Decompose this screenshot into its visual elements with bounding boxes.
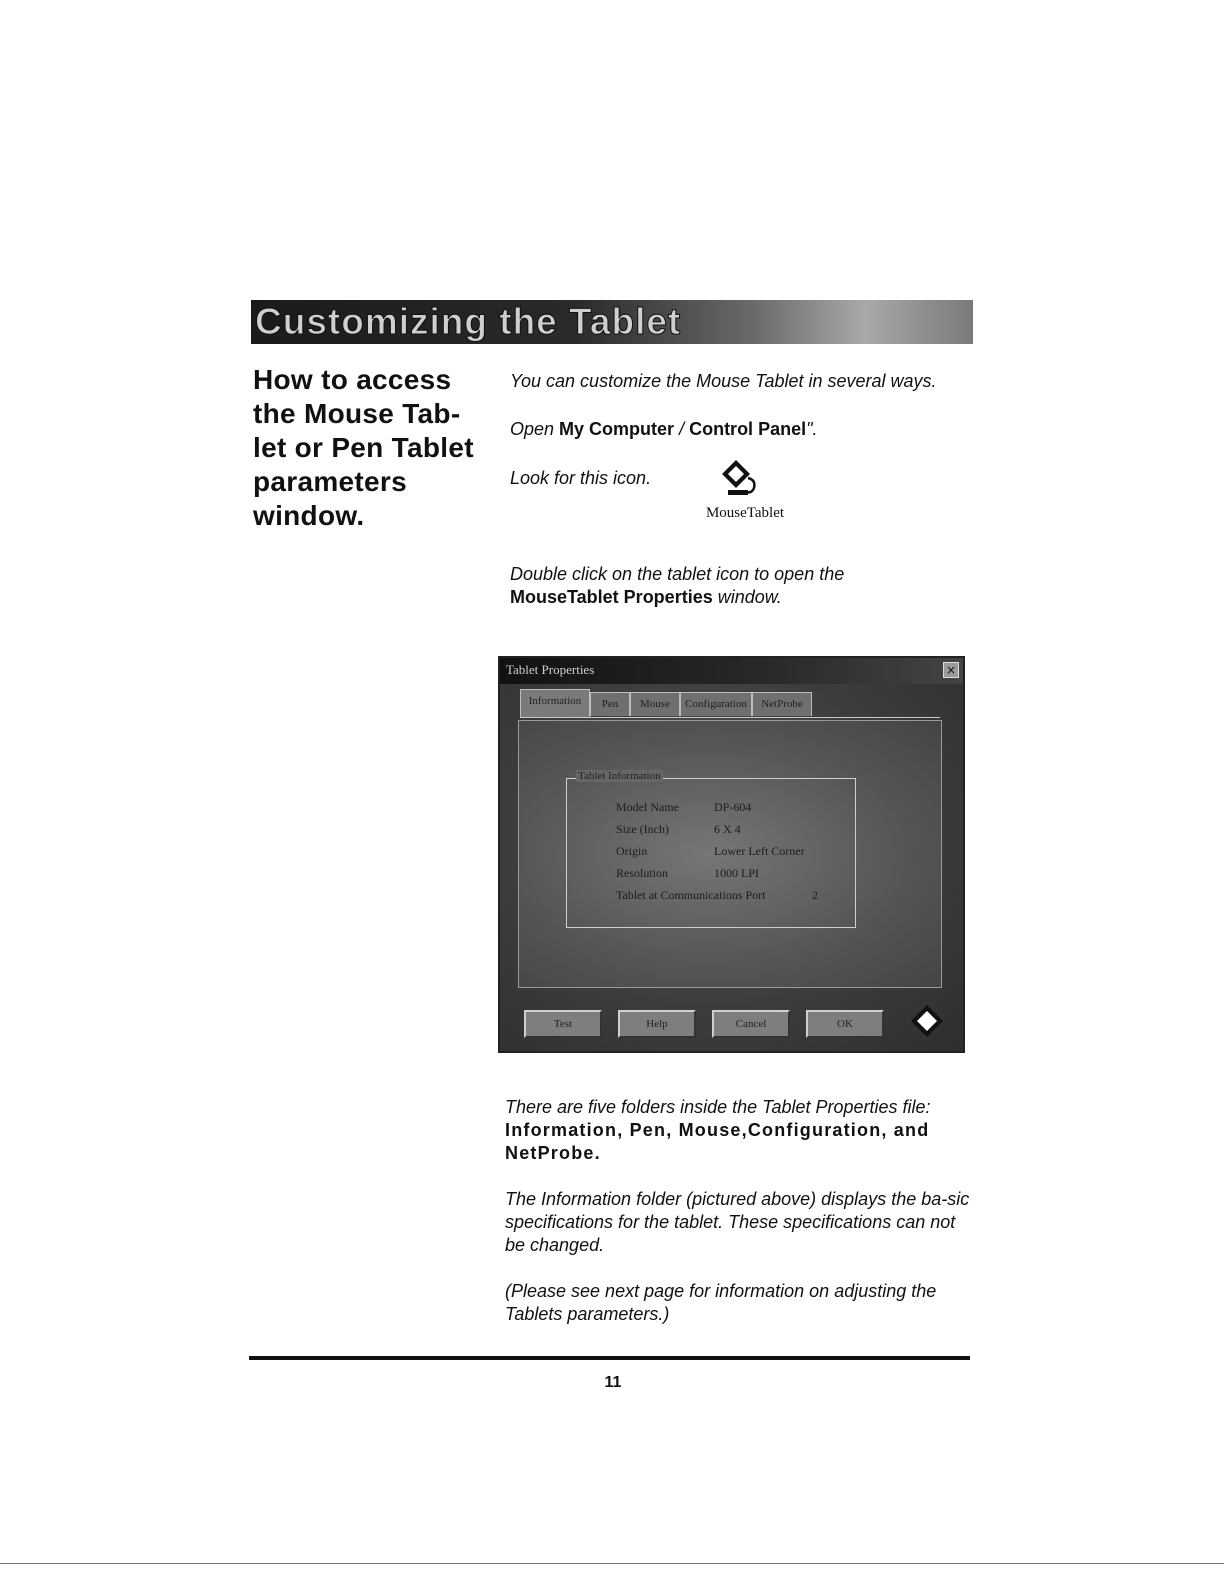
look-instruction: Look for this icon. xyxy=(510,468,652,488)
section-banner xyxy=(251,300,973,344)
cancel-button[interactable]: Cancel xyxy=(712,1010,790,1038)
folders-list: Information, Pen, Mouse,Configuration, and NetProbe. xyxy=(505,1120,930,1163)
ok-button[interactable]: OK xyxy=(806,1010,884,1038)
info-label-size: Size (Inch) xyxy=(616,822,669,836)
section-title: Customizing the Tablet xyxy=(255,301,682,342)
control-panel-label: Control Panel xyxy=(689,419,807,439)
tab-information[interactable]: Information xyxy=(520,689,590,717)
dialog-title: Tablet Properties xyxy=(506,662,595,677)
tablet-properties-dialog xyxy=(498,656,965,1053)
double-click-suffix: window. xyxy=(712,587,782,607)
help-button[interactable]: Help xyxy=(618,1010,696,1038)
test-button[interactable]: Test xyxy=(524,1010,602,1038)
tab-configuration[interactable]: Configuration xyxy=(680,692,752,716)
footer-rule xyxy=(249,1356,970,1360)
intro-text: You can customize the Mouse Tablet in several ways. xyxy=(510,371,937,391)
scan-edge-line xyxy=(0,1563,1224,1564)
close-icon[interactable]: × xyxy=(943,662,959,678)
dialog-tabs xyxy=(520,692,940,718)
open-prefix: Open xyxy=(510,419,560,439)
tab-mouse[interactable]: Mouse xyxy=(630,692,680,716)
see-next-page-note: (Please see next page for information on adjusting the Tablets parameters.) xyxy=(505,1281,937,1324)
icon-caption: MouseTablet xyxy=(705,505,785,521)
mouse-tablet-icon xyxy=(718,456,762,500)
groupbox-label: Tablet Information xyxy=(578,770,661,782)
properties-window-label: MouseTablet Properties xyxy=(510,587,713,607)
my-computer-label: My Computer xyxy=(559,419,675,439)
side-heading: How to access the Mouse Tab-let or Pen Tablet parameters window. xyxy=(253,364,474,531)
info-label-origin: Origin xyxy=(616,844,648,858)
info-value-resolution: 1000 LPI xyxy=(714,866,759,880)
info-value-model: DP-604 xyxy=(714,800,752,814)
open-separator: / xyxy=(674,419,690,439)
tab-divider xyxy=(520,717,940,718)
info-value-port: 2 xyxy=(812,888,818,902)
tablet-logo-icon xyxy=(910,1004,944,1038)
info-label-resolution: Resolution xyxy=(616,866,669,880)
double-click-instruction xyxy=(510,563,950,609)
page-number: 11 xyxy=(604,1374,622,1391)
double-click-text: Double click on the tablet icon to open the xyxy=(510,564,845,584)
dialog-titlebar xyxy=(500,658,963,684)
info-value-size: 6 X 4 xyxy=(714,822,741,836)
tablet-info-groupbox xyxy=(566,778,856,928)
info-label-port: Tablet at Communications Port xyxy=(616,888,766,902)
tab-pen[interactable]: Pen xyxy=(590,692,630,716)
folders-text: There are five folders inside the Tablet Properties file: xyxy=(505,1097,931,1117)
open-suffix: ". xyxy=(806,419,818,439)
tab-netprobe[interactable]: NetProbe xyxy=(752,692,812,716)
folders-paragraph xyxy=(505,1096,971,1165)
open-instruction xyxy=(510,418,980,441)
info-label-model: Model Name xyxy=(616,800,679,814)
info-value-origin: Lower Left Corner xyxy=(714,844,805,858)
information-paragraph: The Information folder (pictured above) displays the ba-sic specifications for the tablet. These specifications can not be changed. xyxy=(505,1189,970,1255)
